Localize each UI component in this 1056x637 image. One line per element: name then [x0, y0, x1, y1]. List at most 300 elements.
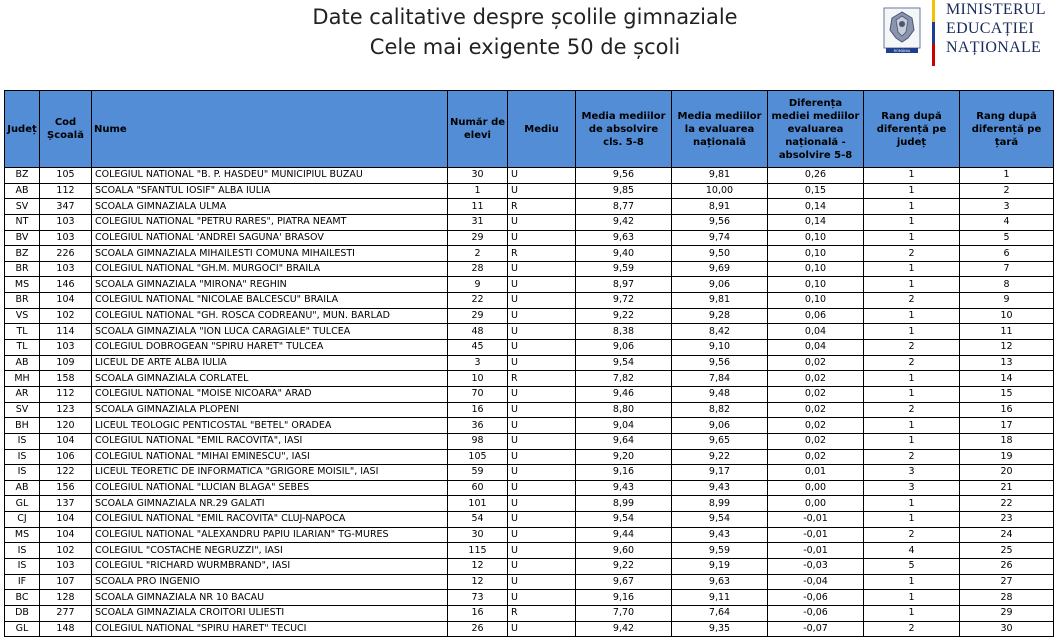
cell-diferenta: -0,01: [768, 527, 864, 543]
cell-nume: SCOALA GIMNAZIALA CROITORI ULIESTI: [92, 605, 448, 621]
cell-rang-tara: 11: [960, 324, 1054, 340]
cell-cod: 156: [40, 480, 92, 496]
cell-nume: SCOALA GIMNAZIALA "MIRONA" REGHIN: [92, 277, 448, 293]
schools-table: [4, 90, 1054, 637]
cell-judet: AB: [5, 355, 40, 371]
cell-diferenta: 0,02: [768, 386, 864, 402]
cell-numar: 36: [448, 418, 508, 434]
cell-diferenta: -0,01: [768, 512, 864, 528]
cell-media-absolvire: 7,70: [576, 605, 672, 621]
cell-cod: 120: [40, 418, 92, 434]
cell-cod: 137: [40, 496, 92, 512]
cell-numar: 105: [448, 449, 508, 465]
crest-text: ROMÂNIA: [893, 49, 911, 53]
cell-judet: SV: [5, 402, 40, 418]
cell-media-absolvire: 9,54: [576, 355, 672, 371]
cell-media-absolvire: 9,04: [576, 418, 672, 434]
table-row: [5, 402, 1054, 418]
cell-judet: IS: [5, 449, 40, 465]
cell-diferenta: 0,02: [768, 371, 864, 387]
cell-mediu: U: [508, 418, 576, 434]
cell-media-absolvire: 9,22: [576, 559, 672, 575]
cell-media-absolvire: 9,44: [576, 527, 672, 543]
cell-numar: 48: [448, 324, 508, 340]
cell-nume: COLEGIUL NATIONAL "MIHAI EMINESCU", IASI: [92, 449, 448, 465]
col-nume: Nume: [92, 91, 448, 168]
table-row: [5, 543, 1054, 559]
cell-mediu: U: [508, 512, 576, 528]
col-judet: Județ: [5, 91, 40, 168]
cell-media-evaluare: 9,56: [672, 355, 768, 371]
cell-mediu: U: [508, 449, 576, 465]
cell-media-absolvire: 9,85: [576, 183, 672, 199]
cell-rang-tara: 24: [960, 527, 1054, 543]
cell-rang-tara: 7: [960, 261, 1054, 277]
cell-judet: MS: [5, 277, 40, 293]
cell-media-evaluare: 9,35: [672, 621, 768, 637]
cell-cod: 103: [40, 340, 92, 356]
cell-diferenta: 0,02: [768, 355, 864, 371]
col-mediu: Mediu: [508, 91, 576, 168]
cell-rang-tara: 2: [960, 183, 1054, 199]
cell-nume: COLEGIUL NATIONAL "EMIL RACOVITA" CLUJ-NAPOCA: [92, 512, 448, 528]
cell-cod: 277: [40, 605, 92, 621]
cell-numar: 98: [448, 433, 508, 449]
cell-media-absolvire: 7,82: [576, 371, 672, 387]
cell-media-evaluare: 9,06: [672, 418, 768, 434]
cell-cod: 114: [40, 324, 92, 340]
table-row: [5, 574, 1054, 590]
cell-judet: GL: [5, 496, 40, 512]
cell-media-evaluare: 9,48: [672, 386, 768, 402]
cell-diferenta: 0,04: [768, 340, 864, 356]
cell-cod: 103: [40, 261, 92, 277]
cell-media-absolvire: 9,63: [576, 230, 672, 246]
cell-media-absolvire: 8,77: [576, 199, 672, 215]
cell-rang-judet: 1: [864, 168, 960, 184]
cell-media-evaluare: 9,22: [672, 449, 768, 465]
cell-judet: NT: [5, 214, 40, 230]
cell-rang-judet: 1: [864, 433, 960, 449]
cell-judet: AR: [5, 386, 40, 402]
cell-numar: 45: [448, 340, 508, 356]
cell-mediu: U: [508, 574, 576, 590]
cell-media-evaluare: 9,69: [672, 261, 768, 277]
cell-media-evaluare: 9,63: [672, 574, 768, 590]
table-body: [5, 168, 1054, 637]
cell-rang-tara: 18: [960, 433, 1054, 449]
cell-mediu: R: [508, 605, 576, 621]
cell-rang-tara: 27: [960, 574, 1054, 590]
cell-rang-tara: 16: [960, 402, 1054, 418]
cell-rang-judet: 1: [864, 308, 960, 324]
cell-media-absolvire: 9,06: [576, 340, 672, 356]
cell-judet: BV: [5, 230, 40, 246]
table-row: [5, 559, 1054, 575]
cell-media-evaluare: 9,28: [672, 308, 768, 324]
cell-nume: COLEGIUL "RICHARD WURMBRAND", IASI: [92, 559, 448, 575]
cell-diferenta: 0,14: [768, 214, 864, 230]
cell-rang-judet: 1: [864, 261, 960, 277]
ministry-line-1: MINISTERUL: [946, 1, 1046, 18]
cell-judet: BR: [5, 293, 40, 309]
cell-mediu: R: [508, 246, 576, 262]
cell-numar: 12: [448, 574, 508, 590]
table-row: [5, 340, 1054, 356]
cell-rang-judet: 1: [864, 371, 960, 387]
cell-media-absolvire: 9,22: [576, 308, 672, 324]
col-media-absolvire: Media mediilor de absolvire cls. 5-8: [576, 91, 672, 168]
cell-rang-judet: 1: [864, 230, 960, 246]
table-row: [5, 293, 1054, 309]
cell-rang-tara: 17: [960, 418, 1054, 434]
cell-mediu: U: [508, 386, 576, 402]
table-row: [5, 605, 1054, 621]
cell-cod: 122: [40, 465, 92, 481]
cell-rang-judet: 2: [864, 402, 960, 418]
cell-mediu: U: [508, 214, 576, 230]
cell-media-absolvire: 9,46: [576, 386, 672, 402]
cell-judet: AB: [5, 480, 40, 496]
cell-numar: 11: [448, 199, 508, 215]
cell-mediu: U: [508, 324, 576, 340]
cell-diferenta: -0,06: [768, 590, 864, 606]
cell-numar: 115: [448, 543, 508, 559]
table-row: [5, 246, 1054, 262]
coat-of-arms-icon: [876, 4, 928, 56]
cell-rang-judet: 2: [864, 621, 960, 637]
cell-numar: 59: [448, 465, 508, 481]
cell-diferenta: -0,04: [768, 574, 864, 590]
cell-cod: 226: [40, 246, 92, 262]
cell-mediu: U: [508, 433, 576, 449]
cell-media-evaluare: 9,81: [672, 293, 768, 309]
cell-judet: IF: [5, 574, 40, 590]
cell-cod: 109: [40, 355, 92, 371]
cell-nume: COLEGIUL NATIONAL "LUCIAN BLAGA" SEBES: [92, 480, 448, 496]
col-rang-tara: Rang după diferență pe țară: [960, 91, 1054, 168]
cell-cod: 112: [40, 386, 92, 402]
cell-numar: 70: [448, 386, 508, 402]
table-row: [5, 496, 1054, 512]
cell-rang-judet: 1: [864, 214, 960, 230]
cell-media-absolvire: 9,72: [576, 293, 672, 309]
cell-mediu: U: [508, 621, 576, 637]
cell-cod: 106: [40, 449, 92, 465]
cell-cod: 148: [40, 621, 92, 637]
cell-mediu: U: [508, 465, 576, 481]
cell-mediu: U: [508, 496, 576, 512]
cell-rang-judet: 1: [864, 590, 960, 606]
cell-rang-tara: 25: [960, 543, 1054, 559]
cell-numar: 29: [448, 308, 508, 324]
cell-media-evaluare: 9,06: [672, 277, 768, 293]
cell-nume: SCOALA GIMNAZIALA NR.29 GALATI: [92, 496, 448, 512]
cell-mediu: U: [508, 168, 576, 184]
cell-cod: 107: [40, 574, 92, 590]
cell-rang-tara: 9: [960, 293, 1054, 309]
cell-rang-tara: 21: [960, 480, 1054, 496]
cell-nume: COLEGIUL NATIONAL "ALEXANDRU PAPIU ILARIAN" TG-MURES: [92, 527, 448, 543]
cell-cod: 104: [40, 293, 92, 309]
cell-mediu: U: [508, 590, 576, 606]
cell-diferenta: 0,26: [768, 168, 864, 184]
cell-judet: IS: [5, 465, 40, 481]
cell-judet: DB: [5, 605, 40, 621]
cell-media-evaluare: 9,50: [672, 246, 768, 262]
cell-media-absolvire: 9,16: [576, 590, 672, 606]
cell-rang-judet: 1: [864, 605, 960, 621]
cell-rang-tara: 30: [960, 621, 1054, 637]
table-row: [5, 214, 1054, 230]
cell-mediu: R: [508, 371, 576, 387]
cell-nume: LICEUL TEOLOGIC PENTICOSTAL "BETEL" ORADEA: [92, 418, 448, 434]
cell-nume: COLEGIUL NATIONAL "NICOLAE BALCESCU" BRAILA: [92, 293, 448, 309]
title-line-2: Cele mai exigente 50 de școli: [369, 35, 681, 59]
table-row: [5, 527, 1054, 543]
cell-media-absolvire: 9,59: [576, 261, 672, 277]
cell-rang-tara: 8: [960, 277, 1054, 293]
cell-rang-judet: 3: [864, 480, 960, 496]
cell-diferenta: -0,01: [768, 543, 864, 559]
cell-media-absolvire: 9,16: [576, 465, 672, 481]
cell-numar: 12: [448, 559, 508, 575]
cell-rang-judet: 1: [864, 386, 960, 402]
cell-diferenta: 0,14: [768, 199, 864, 215]
cell-media-evaluare: 9,10: [672, 340, 768, 356]
cell-media-evaluare: 9,65: [672, 433, 768, 449]
cell-rang-judet: 1: [864, 324, 960, 340]
flag-bar-blue: [932, 22, 935, 44]
cell-judet: BZ: [5, 168, 40, 184]
cell-rang-judet: 1: [864, 512, 960, 528]
cell-judet: MS: [5, 527, 40, 543]
cell-nume: SCOALA GIMNAZIALA CORLATEL: [92, 371, 448, 387]
cell-judet: BC: [5, 590, 40, 606]
cell-numar: 16: [448, 605, 508, 621]
cell-numar: 10: [448, 371, 508, 387]
cell-media-evaluare: 9,17: [672, 465, 768, 481]
cell-judet: BZ: [5, 246, 40, 262]
title-line-1: Date calitative despre școlile gimnaziale: [312, 5, 738, 29]
cell-judet: MH: [5, 371, 40, 387]
cell-nume: SCOALA PRO INGENIO: [92, 574, 448, 590]
cell-mediu: U: [508, 277, 576, 293]
cell-nume: LICEUL DE ARTE ALBA IULIA: [92, 355, 448, 371]
table-row: [5, 261, 1054, 277]
table-row: [5, 199, 1054, 215]
cell-numar: 73: [448, 590, 508, 606]
cell-nume: SCOALA GIMNAZIALA PLOPENI: [92, 402, 448, 418]
table-row: [5, 230, 1054, 246]
cell-cod: 112: [40, 183, 92, 199]
cell-mediu: U: [508, 355, 576, 371]
cell-diferenta: 0,00: [768, 496, 864, 512]
col-cod: Cod Școală: [40, 91, 92, 168]
cell-judet: AB: [5, 183, 40, 199]
cell-numar: 1: [448, 183, 508, 199]
cell-nume: COLEGIUL NATIONAL "GH. ROSCA CODREANU", MUN. BARLAD: [92, 308, 448, 324]
cell-media-evaluare: 7,64: [672, 605, 768, 621]
cell-nume: SCOALA "SFANTUL IOSIF" ALBA IULIA: [92, 183, 448, 199]
col-numar: Număr de elevi: [448, 91, 508, 168]
table-row: [5, 308, 1054, 324]
table-row: [5, 418, 1054, 434]
table-row: [5, 355, 1054, 371]
cell-nume: SCOALA GIMNAZIALA "ION LUCA CARAGIALE" TULCEA: [92, 324, 448, 340]
cell-nume: SCOALA GIMNAZIALA ULMA: [92, 199, 448, 215]
cell-cod: 103: [40, 559, 92, 575]
cell-media-evaluare: 9,43: [672, 480, 768, 496]
cell-cod: 104: [40, 433, 92, 449]
cell-numar: 54: [448, 512, 508, 528]
cell-numar: 2: [448, 246, 508, 262]
cell-judet: IS: [5, 559, 40, 575]
cell-cod: 123: [40, 402, 92, 418]
cell-rang-tara: 13: [960, 355, 1054, 371]
cell-diferenta: -0,03: [768, 559, 864, 575]
cell-media-evaluare: 9,19: [672, 559, 768, 575]
cell-rang-tara: 19: [960, 449, 1054, 465]
cell-rang-judet: 2: [864, 449, 960, 465]
cell-nume: COLEGIUL NATIONAL 'ANDREI SAGUNA' BRASOV: [92, 230, 448, 246]
cell-nume: COLEGIUL NATIONAL "EMIL RACOVITA", IASI: [92, 433, 448, 449]
cell-judet: CJ: [5, 512, 40, 528]
cell-numar: 29: [448, 230, 508, 246]
cell-judet: GL: [5, 621, 40, 637]
cell-rang-tara: 23: [960, 512, 1054, 528]
cell-rang-judet: 2: [864, 246, 960, 262]
table-row: [5, 512, 1054, 528]
cell-cod: 347: [40, 199, 92, 215]
cell-diferenta: 0,02: [768, 402, 864, 418]
cell-judet: TL: [5, 324, 40, 340]
cell-cod: 103: [40, 230, 92, 246]
cell-diferenta: 0,15: [768, 183, 864, 199]
cell-nume: LICEUL TEORETIC DE INFORMATICA "GRIGORE MOISIL", IASI: [92, 465, 448, 481]
cell-cod: 104: [40, 512, 92, 528]
cell-mediu: U: [508, 559, 576, 575]
cell-judet: TL: [5, 340, 40, 356]
cell-rang-judet: 1: [864, 183, 960, 199]
cell-media-evaluare: 10,00: [672, 183, 768, 199]
cell-diferenta: 0,02: [768, 449, 864, 465]
cell-nume: COLEGIUL NATIONAL "MOISE NICOARA" ARAD: [92, 386, 448, 402]
cell-rang-tara: 20: [960, 465, 1054, 481]
cell-cod: 104: [40, 527, 92, 543]
cell-diferenta: 0,10: [768, 230, 864, 246]
cell-diferenta: 0,02: [768, 433, 864, 449]
cell-diferenta: 0,04: [768, 324, 864, 340]
cell-media-evaluare: 9,74: [672, 230, 768, 246]
page-title: [240, 2, 810, 62]
cell-media-evaluare: 9,81: [672, 168, 768, 184]
cell-rang-judet: 2: [864, 355, 960, 371]
table-row: [5, 183, 1054, 199]
cell-media-evaluare: 8,99: [672, 496, 768, 512]
cell-media-absolvire: 9,42: [576, 621, 672, 637]
cell-mediu: U: [508, 527, 576, 543]
cell-rang-tara: 1: [960, 168, 1054, 184]
ministry-name: [946, 0, 1046, 57]
cell-rang-judet: 3: [864, 465, 960, 481]
col-diferenta: Diferența mediei mediilor evaluarea națională - absolvire 5-8: [768, 91, 864, 168]
cell-mediu: U: [508, 230, 576, 246]
cell-judet: BR: [5, 261, 40, 277]
cell-media-absolvire: 9,54: [576, 512, 672, 528]
table-row: [5, 590, 1054, 606]
cell-diferenta: 0,10: [768, 246, 864, 262]
cell-nume: COLEGIUL NATIONAL "B. P. HASDEU" MUNICIPIUL BUZAU: [92, 168, 448, 184]
table-header-row: [5, 91, 1054, 168]
table-row: [5, 386, 1054, 402]
ministry-line-2: EDUCAȚIEI: [946, 20, 1035, 37]
cell-media-evaluare: 8,91: [672, 199, 768, 215]
cell-nume: COLEGIUL DOBROGEAN "SPIRU HARET" TULCEA: [92, 340, 448, 356]
cell-mediu: U: [508, 543, 576, 559]
cell-rang-tara: 15: [960, 386, 1054, 402]
cell-rang-tara: 28: [960, 590, 1054, 606]
cell-diferenta: 0,10: [768, 261, 864, 277]
cell-cod: 102: [40, 308, 92, 324]
cell-media-absolvire: 8,80: [576, 402, 672, 418]
cell-judet: SV: [5, 199, 40, 215]
cell-numar: 101: [448, 496, 508, 512]
table-row: [5, 480, 1054, 496]
cell-media-evaluare: 7,84: [672, 371, 768, 387]
cell-judet: IS: [5, 433, 40, 449]
cell-rang-tara: 26: [960, 559, 1054, 575]
cell-numar: 9: [448, 277, 508, 293]
cell-diferenta: 0,01: [768, 465, 864, 481]
cell-rang-judet: 1: [864, 277, 960, 293]
cell-media-evaluare: 9,59: [672, 543, 768, 559]
cell-rang-judet: 1: [864, 418, 960, 434]
cell-rang-judet: 5: [864, 559, 960, 575]
cell-media-absolvire: 9,42: [576, 214, 672, 230]
table-row: [5, 324, 1054, 340]
cell-cod: 146: [40, 277, 92, 293]
cell-mediu: U: [508, 480, 576, 496]
cell-rang-judet: 2: [864, 293, 960, 309]
cell-rang-judet: 1: [864, 199, 960, 215]
cell-rang-judet: 1: [864, 574, 960, 590]
cell-media-absolvire: 9,64: [576, 433, 672, 449]
cell-diferenta: 0,10: [768, 293, 864, 309]
cell-diferenta: 0,02: [768, 418, 864, 434]
cell-rang-tara: 5: [960, 230, 1054, 246]
cell-nume: COLEGIUL NATIONAL "GH.M. MURGOCI" BRAILA: [92, 261, 448, 277]
cell-rang-tara: 12: [960, 340, 1054, 356]
flag-bar-yellow: [932, 0, 935, 22]
col-rang-judet: Rang după diferență pe județ: [864, 91, 960, 168]
cell-media-evaluare: 9,11: [672, 590, 768, 606]
cell-media-evaluare: 8,82: [672, 402, 768, 418]
cell-rang-tara: 14: [960, 371, 1054, 387]
cell-media-absolvire: 9,67: [576, 574, 672, 590]
cell-judet: BH: [5, 418, 40, 434]
cell-cod: 128: [40, 590, 92, 606]
table-row: [5, 371, 1054, 387]
cell-mediu: U: [508, 340, 576, 356]
cell-nume: COLEGIUL "COSTACHE NEGRUZZI", IASI: [92, 543, 448, 559]
cell-numar: 26: [448, 621, 508, 637]
cell-media-absolvire: 8,99: [576, 496, 672, 512]
cell-nume: SCOALA GIMNAZIALA MIHAILESTI COMUNA MIHAILESTI: [92, 246, 448, 262]
cell-numar: 28: [448, 261, 508, 277]
cell-nume: SCOALA GIMNAZIALA NR 10 BACAU: [92, 590, 448, 606]
cell-rang-judet: 2: [864, 527, 960, 543]
